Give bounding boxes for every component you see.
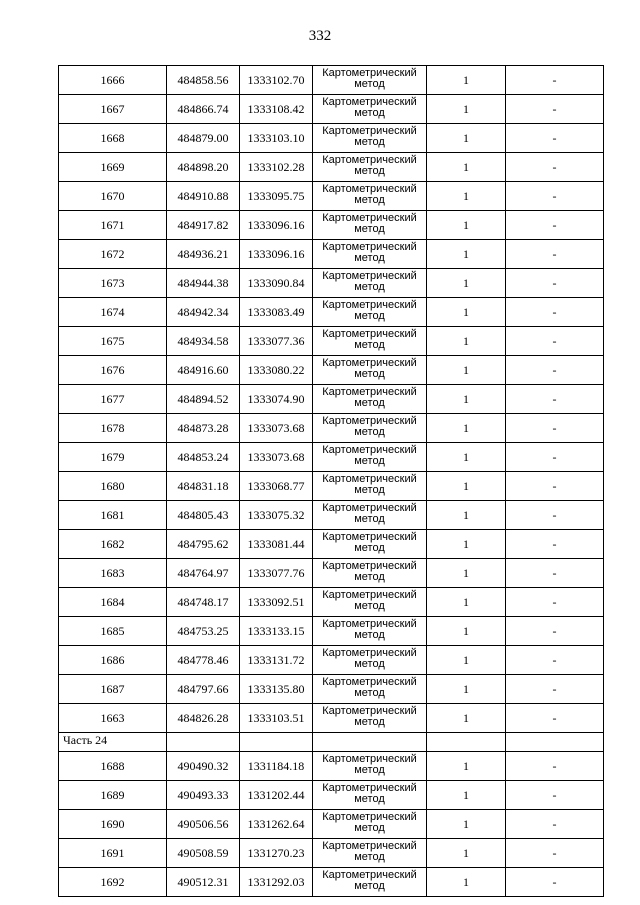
- y-coordinate-cell: 1333068.77: [240, 472, 313, 501]
- y-coordinate-cell: 1331262.64: [240, 810, 313, 839]
- point-number-cell: 1690: [59, 810, 167, 839]
- method-cell: Картометрический метод: [313, 752, 427, 781]
- y-coordinate-cell: 1333135.80: [240, 675, 313, 704]
- x-coordinate-cell: 484753.25: [167, 617, 240, 646]
- method-cell: Картометрический метод: [313, 443, 427, 472]
- table-row: [59, 704, 604, 733]
- x-coordinate-cell: 484910.88: [167, 182, 240, 211]
- method-cell: Картометрический метод: [313, 66, 427, 95]
- dash-cell: -: [506, 810, 604, 839]
- dash-cell: -: [506, 781, 604, 810]
- table-row: [59, 240, 604, 269]
- method-cell: Картометрический метод: [313, 617, 427, 646]
- dash-cell: -: [506, 617, 604, 646]
- point-number-cell: 1673: [59, 269, 167, 298]
- value-cell: 1: [427, 501, 506, 530]
- method-cell: Картометрический метод: [313, 385, 427, 414]
- value-cell: 1: [427, 269, 506, 298]
- table-row: [59, 752, 604, 781]
- method-cell: Картометрический метод: [313, 781, 427, 810]
- value-cell: 1: [427, 356, 506, 385]
- x-coordinate-cell: 484748.17: [167, 588, 240, 617]
- y-coordinate-cell: 1331292.03: [240, 868, 313, 897]
- table-row: [59, 472, 604, 501]
- y-coordinate-cell: 1333133.15: [240, 617, 313, 646]
- value-cell: 1: [427, 559, 506, 588]
- method-cell: Картометрический метод: [313, 530, 427, 559]
- point-number-cell: 1678: [59, 414, 167, 443]
- point-number-cell: 1686: [59, 646, 167, 675]
- table-row: [59, 385, 604, 414]
- y-coordinate-cell: 1333075.32: [240, 501, 313, 530]
- method-cell: Картометрический метод: [313, 95, 427, 124]
- x-coordinate-cell: 484795.62: [167, 530, 240, 559]
- table-row: [59, 124, 604, 153]
- section-label: Часть 24: [59, 733, 167, 752]
- dash-cell: -: [506, 269, 604, 298]
- value-cell: 1: [427, 646, 506, 675]
- section-empty-cell: [313, 733, 427, 752]
- point-number-cell: 1692: [59, 868, 167, 897]
- table-row: [59, 298, 604, 327]
- point-number-cell: 1689: [59, 781, 167, 810]
- dash-cell: -: [506, 704, 604, 733]
- value-cell: 1: [427, 124, 506, 153]
- x-coordinate-cell: 484873.28: [167, 414, 240, 443]
- value-cell: 1: [427, 704, 506, 733]
- dash-cell: -: [506, 559, 604, 588]
- method-cell: Картометрический метод: [313, 704, 427, 733]
- point-number-cell: 1685: [59, 617, 167, 646]
- x-coordinate-cell: 484934.58: [167, 327, 240, 356]
- x-coordinate-cell: 484853.24: [167, 443, 240, 472]
- table-row: [59, 530, 604, 559]
- table-row: [59, 211, 604, 240]
- method-cell: Картометрический метод: [313, 269, 427, 298]
- coordinates-table: [58, 65, 604, 897]
- value-cell: 1: [427, 617, 506, 646]
- y-coordinate-cell: 1333073.68: [240, 443, 313, 472]
- dash-cell: -: [506, 588, 604, 617]
- method-cell: Картометрический метод: [313, 298, 427, 327]
- x-coordinate-cell: 484826.28: [167, 704, 240, 733]
- dash-cell: -: [506, 472, 604, 501]
- y-coordinate-cell: 1333080.22: [240, 356, 313, 385]
- table-body-part-b: [59, 752, 604, 897]
- dash-cell: -: [506, 501, 604, 530]
- value-cell: 1: [427, 240, 506, 269]
- point-number-cell: 1687: [59, 675, 167, 704]
- dash-cell: -: [506, 530, 604, 559]
- point-number-cell: 1688: [59, 752, 167, 781]
- dash-cell: -: [506, 211, 604, 240]
- table-section-part-24: [59, 733, 604, 752]
- y-coordinate-cell: 1333077.36: [240, 327, 313, 356]
- value-cell: 1: [427, 211, 506, 240]
- section-empty-cell: [167, 733, 240, 752]
- x-coordinate-cell: 484858.56: [167, 66, 240, 95]
- point-number-cell: 1669: [59, 153, 167, 182]
- point-number-cell: 1681: [59, 501, 167, 530]
- point-number-cell: 1670: [59, 182, 167, 211]
- method-cell: Картометрический метод: [313, 588, 427, 617]
- x-coordinate-cell: 490490.32: [167, 752, 240, 781]
- value-cell: 1: [427, 66, 506, 95]
- x-coordinate-cell: 484898.20: [167, 153, 240, 182]
- y-coordinate-cell: 1333092.51: [240, 588, 313, 617]
- value-cell: 1: [427, 298, 506, 327]
- method-cell: Картометрический метод: [313, 868, 427, 897]
- x-coordinate-cell: 484936.21: [167, 240, 240, 269]
- table-row: [59, 559, 604, 588]
- method-cell: Картометрический метод: [313, 559, 427, 588]
- table-row: [59, 646, 604, 675]
- table-row: [59, 501, 604, 530]
- dash-cell: -: [506, 839, 604, 868]
- dash-cell: -: [506, 182, 604, 211]
- value-cell: 1: [427, 530, 506, 559]
- value-cell: 1: [427, 675, 506, 704]
- table-row: [59, 868, 604, 897]
- y-coordinate-cell: 1333081.44: [240, 530, 313, 559]
- x-coordinate-cell: 484805.43: [167, 501, 240, 530]
- dash-cell: -: [506, 153, 604, 182]
- table-row: [59, 66, 604, 95]
- y-coordinate-cell: 1333102.28: [240, 153, 313, 182]
- y-coordinate-cell: 1333103.51: [240, 704, 313, 733]
- method-cell: Картометрический метод: [313, 356, 427, 385]
- point-number-cell: 1677: [59, 385, 167, 414]
- point-number-cell: 1676: [59, 356, 167, 385]
- dash-cell: -: [506, 240, 604, 269]
- dash-cell: -: [506, 675, 604, 704]
- dash-cell: -: [506, 95, 604, 124]
- value-cell: 1: [427, 95, 506, 124]
- table-row: [59, 153, 604, 182]
- y-coordinate-cell: 1333083.49: [240, 298, 313, 327]
- table-row: [59, 675, 604, 704]
- section-empty-cell: [506, 733, 604, 752]
- value-cell: 1: [427, 810, 506, 839]
- value-cell: 1: [427, 414, 506, 443]
- point-number-cell: 1679: [59, 443, 167, 472]
- table-row: [59, 269, 604, 298]
- x-coordinate-cell: 484797.66: [167, 675, 240, 704]
- table-row: [59, 839, 604, 868]
- x-coordinate-cell: 490512.31: [167, 868, 240, 897]
- dash-cell: -: [506, 443, 604, 472]
- table-row: [59, 617, 604, 646]
- point-number-cell: 1663: [59, 704, 167, 733]
- section-empty-cell: [240, 733, 313, 752]
- point-number-cell: 1668: [59, 124, 167, 153]
- point-number-cell: 1691: [59, 839, 167, 868]
- method-cell: Картометрический метод: [313, 675, 427, 704]
- x-coordinate-cell: 484879.00: [167, 124, 240, 153]
- x-coordinate-cell: 484917.82: [167, 211, 240, 240]
- value-cell: 1: [427, 752, 506, 781]
- x-coordinate-cell: 484831.18: [167, 472, 240, 501]
- point-number-cell: 1675: [59, 327, 167, 356]
- y-coordinate-cell: 1331270.23: [240, 839, 313, 868]
- table-row: [59, 356, 604, 385]
- table-row: [59, 588, 604, 617]
- value-cell: 1: [427, 868, 506, 897]
- value-cell: 1: [427, 472, 506, 501]
- method-cell: Картометрический метод: [313, 414, 427, 443]
- table-body-part-a: [59, 66, 604, 733]
- x-coordinate-cell: 484942.34: [167, 298, 240, 327]
- method-cell: Картометрический метод: [313, 182, 427, 211]
- point-number-cell: 1682: [59, 530, 167, 559]
- point-number-cell: 1683: [59, 559, 167, 588]
- table-row: [59, 182, 604, 211]
- y-coordinate-cell: 1333103.10: [240, 124, 313, 153]
- y-coordinate-cell: 1333074.90: [240, 385, 313, 414]
- method-cell: Картометрический метод: [313, 646, 427, 675]
- method-cell: Картометрический метод: [313, 124, 427, 153]
- value-cell: 1: [427, 839, 506, 868]
- page-number: 332: [308, 28, 332, 44]
- section-empty-cell: [427, 733, 506, 752]
- x-coordinate-cell: 484916.60: [167, 356, 240, 385]
- dash-cell: -: [506, 124, 604, 153]
- dash-cell: -: [506, 356, 604, 385]
- x-coordinate-cell: 490506.56: [167, 810, 240, 839]
- y-coordinate-cell: 1333096.16: [240, 211, 313, 240]
- y-coordinate-cell: 1333073.68: [240, 414, 313, 443]
- value-cell: 1: [427, 385, 506, 414]
- value-cell: 1: [427, 443, 506, 472]
- value-cell: 1: [427, 781, 506, 810]
- dash-cell: -: [506, 868, 604, 897]
- y-coordinate-cell: 1333102.70: [240, 66, 313, 95]
- y-coordinate-cell: 1333131.72: [240, 646, 313, 675]
- point-number-cell: 1671: [59, 211, 167, 240]
- y-coordinate-cell: 1333077.76: [240, 559, 313, 588]
- method-cell: Картометрический метод: [313, 472, 427, 501]
- point-number-cell: 1667: [59, 95, 167, 124]
- point-number-cell: 1666: [59, 66, 167, 95]
- method-cell: Картометрический метод: [313, 211, 427, 240]
- x-coordinate-cell: 484778.46: [167, 646, 240, 675]
- dash-cell: -: [506, 646, 604, 675]
- x-coordinate-cell: 484944.38: [167, 269, 240, 298]
- y-coordinate-cell: 1333090.84: [240, 269, 313, 298]
- table-row: [59, 443, 604, 472]
- x-coordinate-cell: 490508.59: [167, 839, 240, 868]
- method-cell: Картометрический метод: [313, 240, 427, 269]
- y-coordinate-cell: 1333108.42: [240, 95, 313, 124]
- point-number-cell: 1680: [59, 472, 167, 501]
- value-cell: 1: [427, 153, 506, 182]
- method-cell: Картометрический метод: [313, 810, 427, 839]
- dash-cell: -: [506, 385, 604, 414]
- dash-cell: -: [506, 66, 604, 95]
- method-cell: Картометрический метод: [313, 327, 427, 356]
- method-cell: Картометрический метод: [313, 153, 427, 182]
- dash-cell: -: [506, 752, 604, 781]
- x-coordinate-cell: 484764.97: [167, 559, 240, 588]
- y-coordinate-cell: 1331184.18: [240, 752, 313, 781]
- table-row: [59, 810, 604, 839]
- value-cell: 1: [427, 182, 506, 211]
- dash-cell: -: [506, 298, 604, 327]
- dash-cell: -: [506, 414, 604, 443]
- table-row: [59, 95, 604, 124]
- y-coordinate-cell: 1331202.44: [240, 781, 313, 810]
- value-cell: 1: [427, 327, 506, 356]
- table-row: [59, 781, 604, 810]
- x-coordinate-cell: 484866.74: [167, 95, 240, 124]
- method-cell: Картометрический метод: [313, 839, 427, 868]
- point-number-cell: 1684: [59, 588, 167, 617]
- section-row: [59, 733, 604, 752]
- value-cell: 1: [427, 588, 506, 617]
- point-number-cell: 1672: [59, 240, 167, 269]
- method-cell: Картометрический метод: [313, 501, 427, 530]
- x-coordinate-cell: 484894.52: [167, 385, 240, 414]
- table-row: [59, 414, 604, 443]
- y-coordinate-cell: 1333095.75: [240, 182, 313, 211]
- point-number-cell: 1674: [59, 298, 167, 327]
- dash-cell: -: [506, 327, 604, 356]
- x-coordinate-cell: 490493.33: [167, 781, 240, 810]
- table-row: [59, 327, 604, 356]
- y-coordinate-cell: 1333096.16: [240, 240, 313, 269]
